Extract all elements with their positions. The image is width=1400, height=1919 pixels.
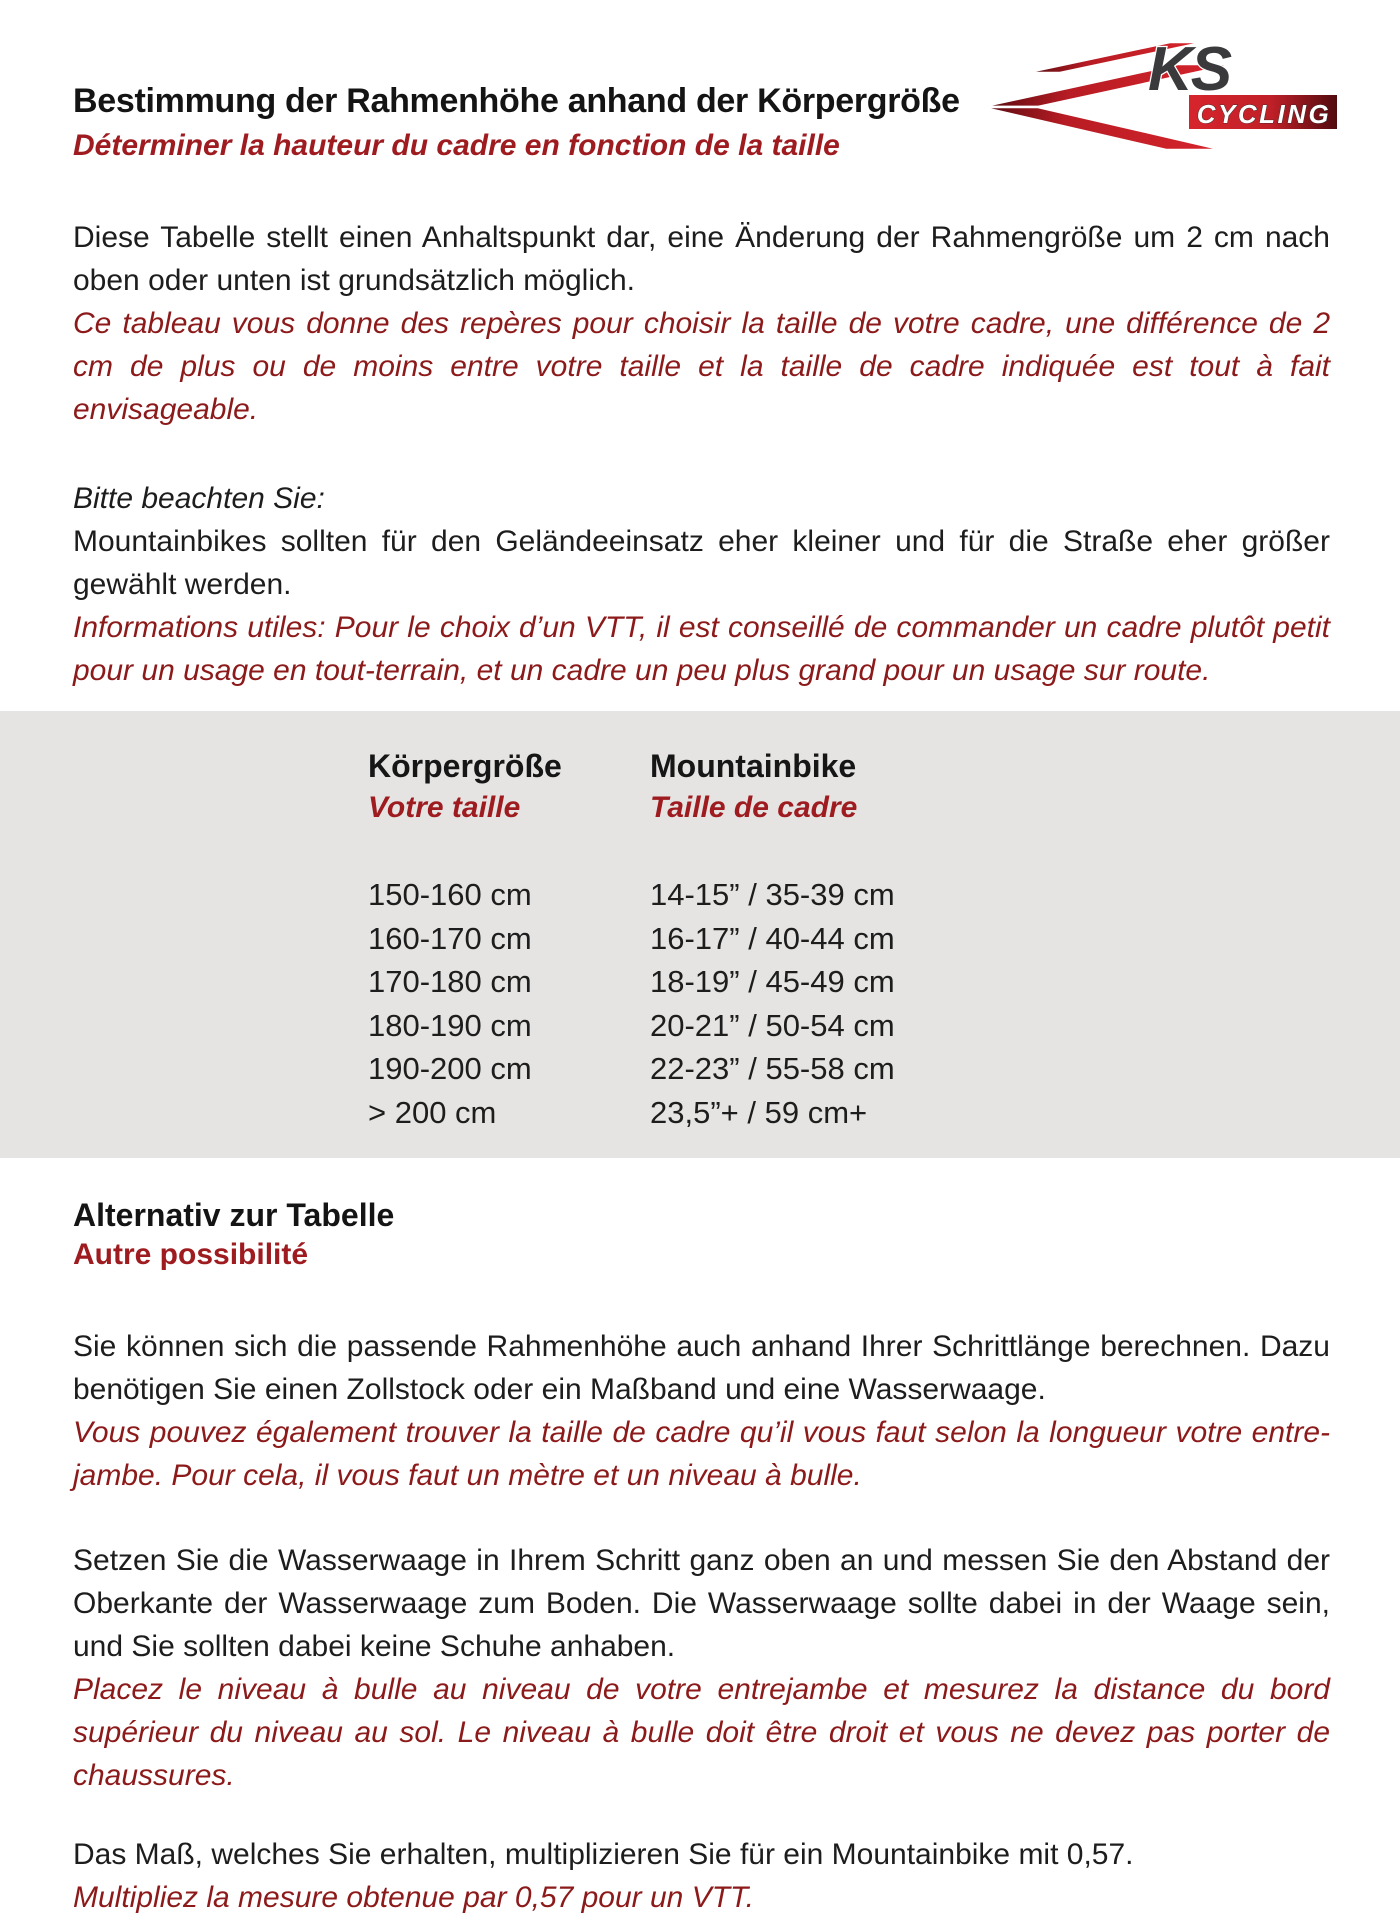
frame-size-cell: 14-15” / 35-39 cm bbox=[650, 877, 895, 912]
size-table-header-french bbox=[368, 787, 1400, 829]
frame-size-cell: 16-17” / 40-44 cm bbox=[650, 920, 895, 956]
note-section bbox=[0, 477, 1400, 692]
multiplier-german: Das Maß, welches Sie erhalten, multiplizieren Sie für ein Mountainbike mit 0,57. bbox=[73, 1838, 1134, 1871]
frame-size-cell: 20-21” / 50-54 cm bbox=[650, 1007, 895, 1043]
body-height-cell: 190-200 cm bbox=[368, 1051, 532, 1086]
column-header-mountainbike: Mountainbike bbox=[650, 748, 857, 784]
note-paragraph-german: Mountainbikes sollten für den Geländeeinsatz eher kleiner und für die Straße eher größer gewählt werden. bbox=[73, 525, 1330, 601]
size-table-header-german bbox=[368, 745, 1400, 787]
frame-size-cell: 22-23” / 55-58 cm bbox=[650, 1051, 895, 1086]
column-header-body-height: Körpergröße bbox=[368, 748, 562, 784]
size-table-row bbox=[368, 1091, 1400, 1135]
document-body bbox=[0, 216, 1400, 1919]
measuring-instructions-section bbox=[0, 1539, 1400, 1797]
frame-size-cell: 23,5”+ / 59 cm+ bbox=[650, 1094, 868, 1130]
note-heading: Bitte beachten Sie: bbox=[73, 482, 325, 515]
body-height-cell: 160-170 cm bbox=[368, 920, 532, 956]
page-title-french: Déterminer la hauteur du cadre en fonction de la taille bbox=[73, 129, 840, 162]
measuring-instructions-german: Setzen Sie die Wasserwaage in Ihrem Schritt ganz oben an und messen Sie den Abstand der Oberkante der Wasserwaage zum Boden. Die Wasserwaage sollte dabei in der Waage sein, und Sie sollten dabei keine Schuhe anhaben. bbox=[73, 1544, 1330, 1663]
column-header-frame-size-fr: Taille de cadre bbox=[650, 791, 858, 824]
size-table-row bbox=[368, 960, 1400, 1004]
size-table-row bbox=[368, 1047, 1400, 1091]
body-height-cell: 180-190 cm bbox=[368, 1007, 532, 1043]
inseam-method-section bbox=[0, 1325, 1400, 1497]
frame-size-cell: 18-19” / 45-49 cm bbox=[650, 964, 895, 999]
size-table-row bbox=[368, 873, 1400, 917]
logo-text-cycling: CYCLING bbox=[1196, 99, 1332, 129]
note-paragraph-french: Informations utiles: Pour le choix d’un VTT, il est conseillé de commander un cadre plutôt petit pour un usage en tout-terrain, et un cadre un peu plus grand pour un usage sur route. bbox=[73, 611, 1330, 687]
ks-cycling-logo bbox=[972, 26, 1344, 152]
inseam-method-german: Sie können sich die passende Rahmenhöhe auch anhand Ihrer Schrittlänge berechnen. Dazu benötigen Sie einen Zollstock oder ein Maßband und eine Wasserwaage. bbox=[73, 1330, 1330, 1406]
size-table-body bbox=[368, 873, 1400, 1134]
alternative-heading-french: Autre possibilité bbox=[73, 1238, 309, 1271]
column-header-body-height-fr: Votre taille bbox=[368, 791, 521, 824]
measuring-instructions-french: Placez le niveau à bulle au niveau de votre entrejambe et mesurez la distance du bord supérieur du niveau au sol. Le niveau à bulle doit être droit et vous ne devez pas porter de chaussures. bbox=[73, 1673, 1330, 1792]
size-table-row bbox=[368, 1004, 1400, 1048]
inseam-method-french: Vous pouvez également trouver la taille de cadre qu’il vous faut selon la longueur votre entre-jambe. Pour cela, il vous faut un mètre et un niveau à bulle. bbox=[73, 1416, 1330, 1492]
alternative-heading-german: Alternativ zur Tabelle bbox=[73, 1197, 395, 1233]
alternative-heading-section bbox=[0, 1195, 1400, 1275]
logo-text-ks: KS bbox=[1148, 35, 1231, 104]
body-height-cell: 150-160 cm bbox=[368, 877, 532, 912]
intro-paragraph-german: Diese Tabelle stellt einen Anhaltspunkt dar, eine Änderung der Rahmengröße um 2 cm nach oben oder unten ist grundsätzlich möglich. bbox=[73, 221, 1330, 297]
intro-section bbox=[0, 216, 1400, 431]
size-table-row bbox=[368, 917, 1400, 961]
intro-paragraph-french: Ce tableau vous donne des repères pour choisir la taille de votre cadre, une différence de 2 cm de plus ou de moins entre votre taille et la taille de cadre indiquée est tout à fait envisageable. bbox=[73, 307, 1330, 426]
page-header bbox=[0, 0, 1400, 164]
multiplier-section bbox=[0, 1833, 1400, 1919]
size-table-band bbox=[0, 711, 1400, 1158]
multiplier-french: Multipliez la mesure obtenue par 0,57 pour un VTT. bbox=[73, 1881, 754, 1914]
body-height-cell: > 200 cm bbox=[368, 1094, 497, 1130]
body-height-cell: 170-180 cm bbox=[368, 964, 532, 999]
page-title: Bestimmung der Rahmenhöhe anhand der Körpergröße bbox=[73, 82, 960, 120]
